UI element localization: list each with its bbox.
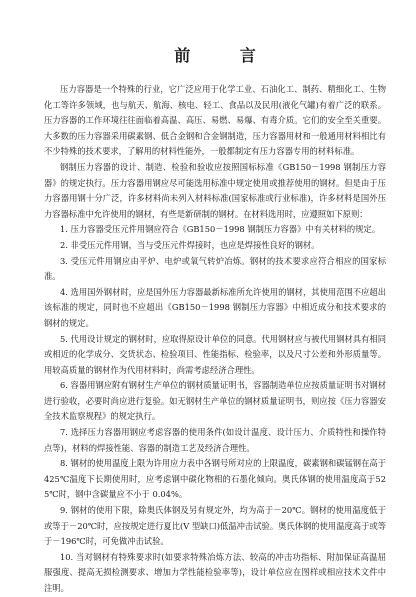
list-item: 7. 选择压力容器用钢应考虑容器的使用条件(如设计温度、设计压力、介质特性和操作特点等)，材料的焊接性能、容器的制造工艺及经济合理性。 <box>44 427 386 453</box>
list-item: 9. 钢材的使用下限，除奥氏体钢及另有规定外，均为高于－20℃。钢材的使用温度低于或等于－20℃时，应按规定进行夏比(V 型缺口)低温冲击试验。奥氏体钢的使用温度高于或等于－196℃时，可免做冲击试验。 <box>44 505 386 547</box>
paragraph-intro: 压力容器是一个特殊的行业，它广泛应用于化学工业、石油化工、制药、精细化工、生物化工等许多领域，也与航天、航海、核电、轻工、食品以及民用(液化气罐)有着广泛的联系。压力容器的工作环境往往面临着高温、高压、易燃、易爆、有毒介质。它们的安全至关重要。大多数的压力容器采用碳素钢、低合金钢和合金钢制造，压力容器用材和一般通用材料相比有不少特殊的技术要求，了解用的材料性能外，一般都制定有压力容器专用的材料标准。 <box>44 84 386 157</box>
list-item: 5. 代用设计规定的钢材时，应取得原设计单位的同意。代用钢材应与被代用钢材具有相同或相近的化学成分、交货状态、检验项目、性能指标、检验率，以及尺寸公差和外形质量等。用较高质量的钢材作为代用材料时，尚需考虑经济合理性。 <box>44 333 386 375</box>
document-body <box>44 82 386 597</box>
list-item: 2. 非受压元件用钢，当与受压元件焊接时，也应是焊接性良好的钢材。 <box>60 239 320 250</box>
list-item: 8. 钢材的使用温度上限为许用应力表中各钢号所对应的上限温度，碳素钢和碳锰钢在高于 425℃温度下长期使用时，应考虑钢中碳化物相的石墨化倾向。奥氏体钢的使用温度高于525℃时，钢中含碳量应不小于 0.04%。 <box>44 458 386 500</box>
paragraph-principles: 钢制压力容器的设计、制造、检验和验收应按照国标标准《GB150－1998 钢制压力容器》的规定执行。压力容器用钢应尽可能选用标准中规定使用或推荐使用的钢材。但是由于压力容器用钢十分广泛，许多材料尚未列入材料标准(国家标准或行业标准)，许多材料是国外压力容器标准中允许使用的钢材，有些是新研制的钢材。在材料选用时，应遵照如下原则： <box>44 161 386 219</box>
list-item: 4. 选用国外钢材时，应是国外压力容器最新标准所允许使用的钢材，其使用范围不应超出该标准的规定，同时也不应超出《GB150－1998 钢制压力容器》中相近成分和技术要求的钢材的规定。 <box>44 286 386 328</box>
list-item: 1. 压力容器受压元件用钢应符合《GB150－1998 钢制压力容器》中有关材料的规定。 <box>60 224 381 235</box>
page-title: 前 言 <box>174 46 278 65</box>
list-item: 10. 当对钢材有特殊要求时(如要求特殊冶炼方法、较高的冲击功指标、附加保证高温屈服强度、提高无损检测要求、增加力学性能检验率等)，设计单位应在图样或相应技术文件中注明。 <box>44 551 386 593</box>
list-item: 3. 受压元件用钢应由平炉、电炉或氧气转炉冶炼。钢材的技术要求应符合相应的国家标准。 <box>44 255 386 282</box>
list-item: 6. 容器用钢应附有钢材生产单位的钢材质量证明书，容器制造单位应按质量证明书对钢材进行验收，必要时尚应进行复验。如无钢材生产单位的钢材质量证明书，则应按《压力容器安全技术监察规程》的规定执行。 <box>44 380 386 422</box>
